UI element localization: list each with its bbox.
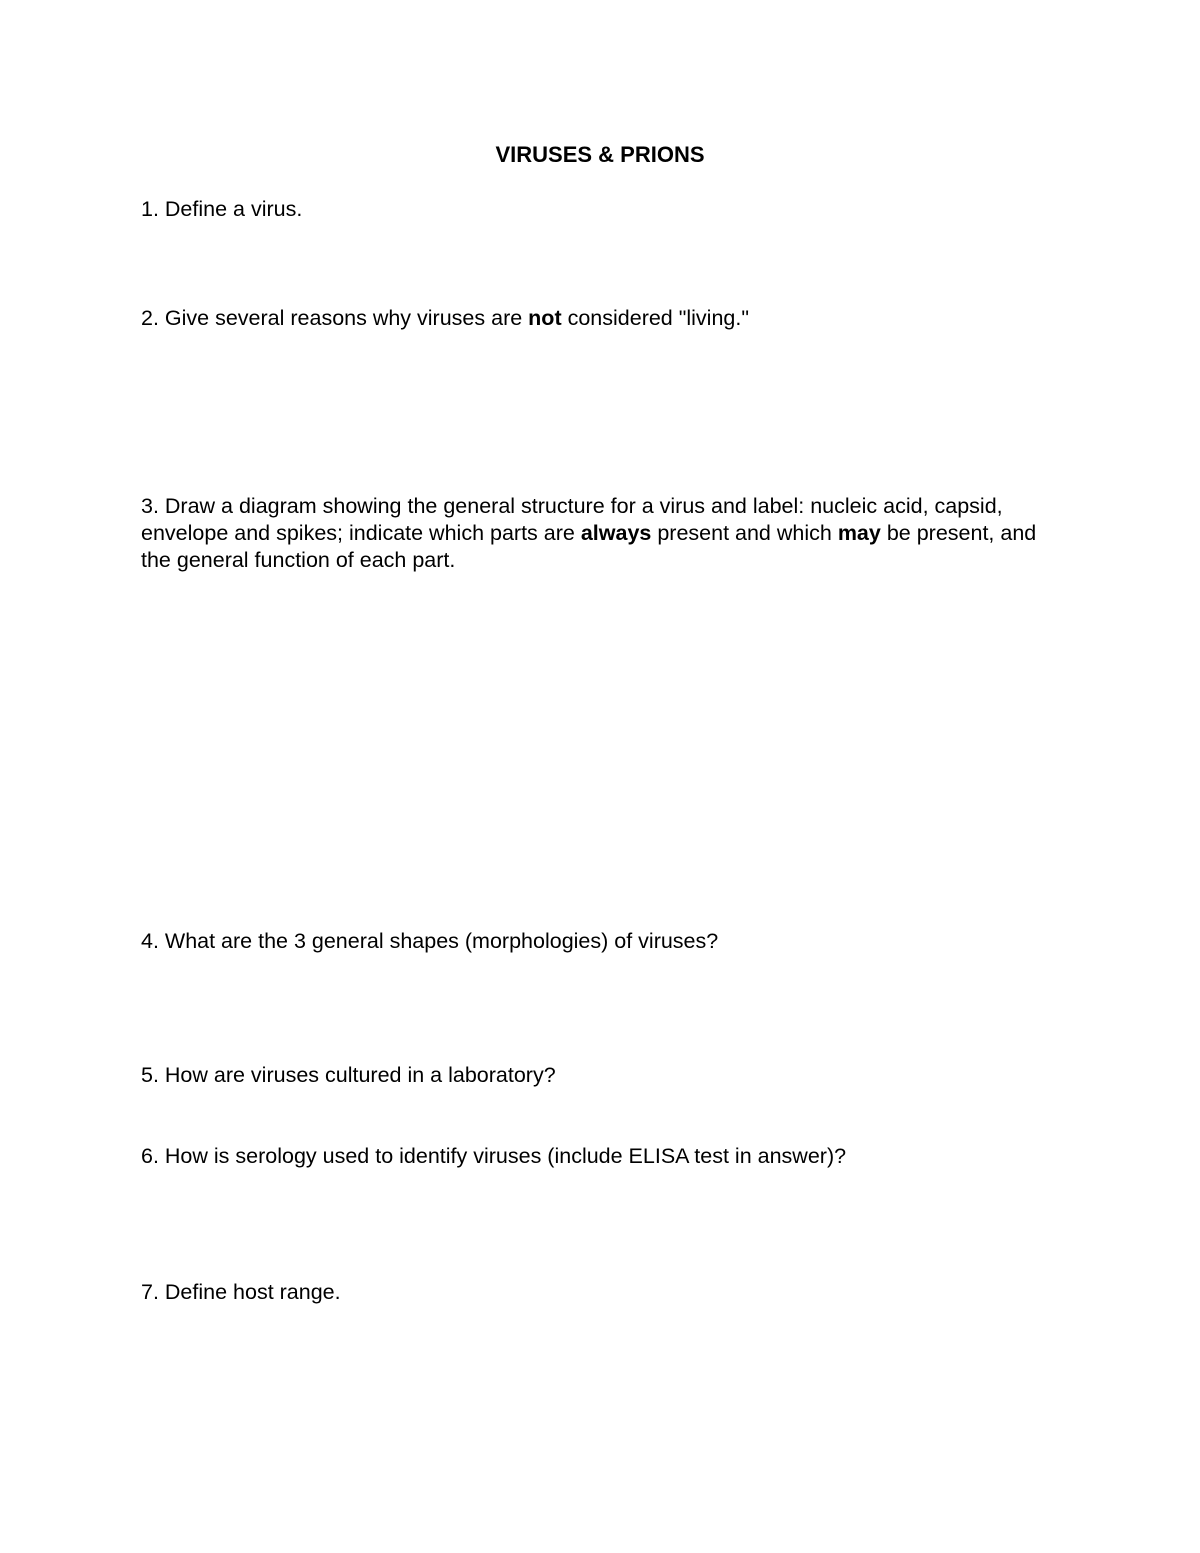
question-4-text: 4. What are the 3 general shapes (morphologies) of viruses?	[141, 929, 719, 953]
page-title: VIRUSES & PRIONS	[495, 142, 705, 167]
question-5-text: 5. How are viruses cultured in a laboratory?	[141, 1063, 556, 1087]
question-6-text: 6. How is serology used to identify viruses (include ELISA test in answer)?	[141, 1144, 847, 1168]
question-6	[141, 1143, 1041, 1170]
question-2-text-end: considered "living."	[561, 306, 749, 330]
question-3	[141, 493, 1041, 574]
question-3-text-part-3: be present, and the general function of each part.	[141, 521, 1037, 572]
question-7-text: 7. Define host range.	[141, 1280, 341, 1304]
question-3-emphasis-may: may	[837, 521, 881, 545]
question-2-emphasis: not	[528, 306, 562, 330]
question-4	[141, 928, 1041, 955]
question-2-text-start: 2. Give several reasons why viruses are	[141, 306, 529, 330]
question-1	[141, 196, 1041, 223]
question-2	[141, 305, 1041, 332]
question-7	[141, 1279, 1041, 1306]
question-5	[141, 1062, 1041, 1089]
question-3-emphasis-always: always	[580, 521, 652, 545]
question-3-text-part-2: present and which	[651, 521, 838, 545]
question-1-text: 1. Define a virus.	[141, 197, 303, 221]
question-3-text-part-1: 3. Draw a diagram showing the general structure for a virus and label: nucleic acid, capsid, envelope and spikes; indicate which parts are	[141, 494, 1003, 545]
